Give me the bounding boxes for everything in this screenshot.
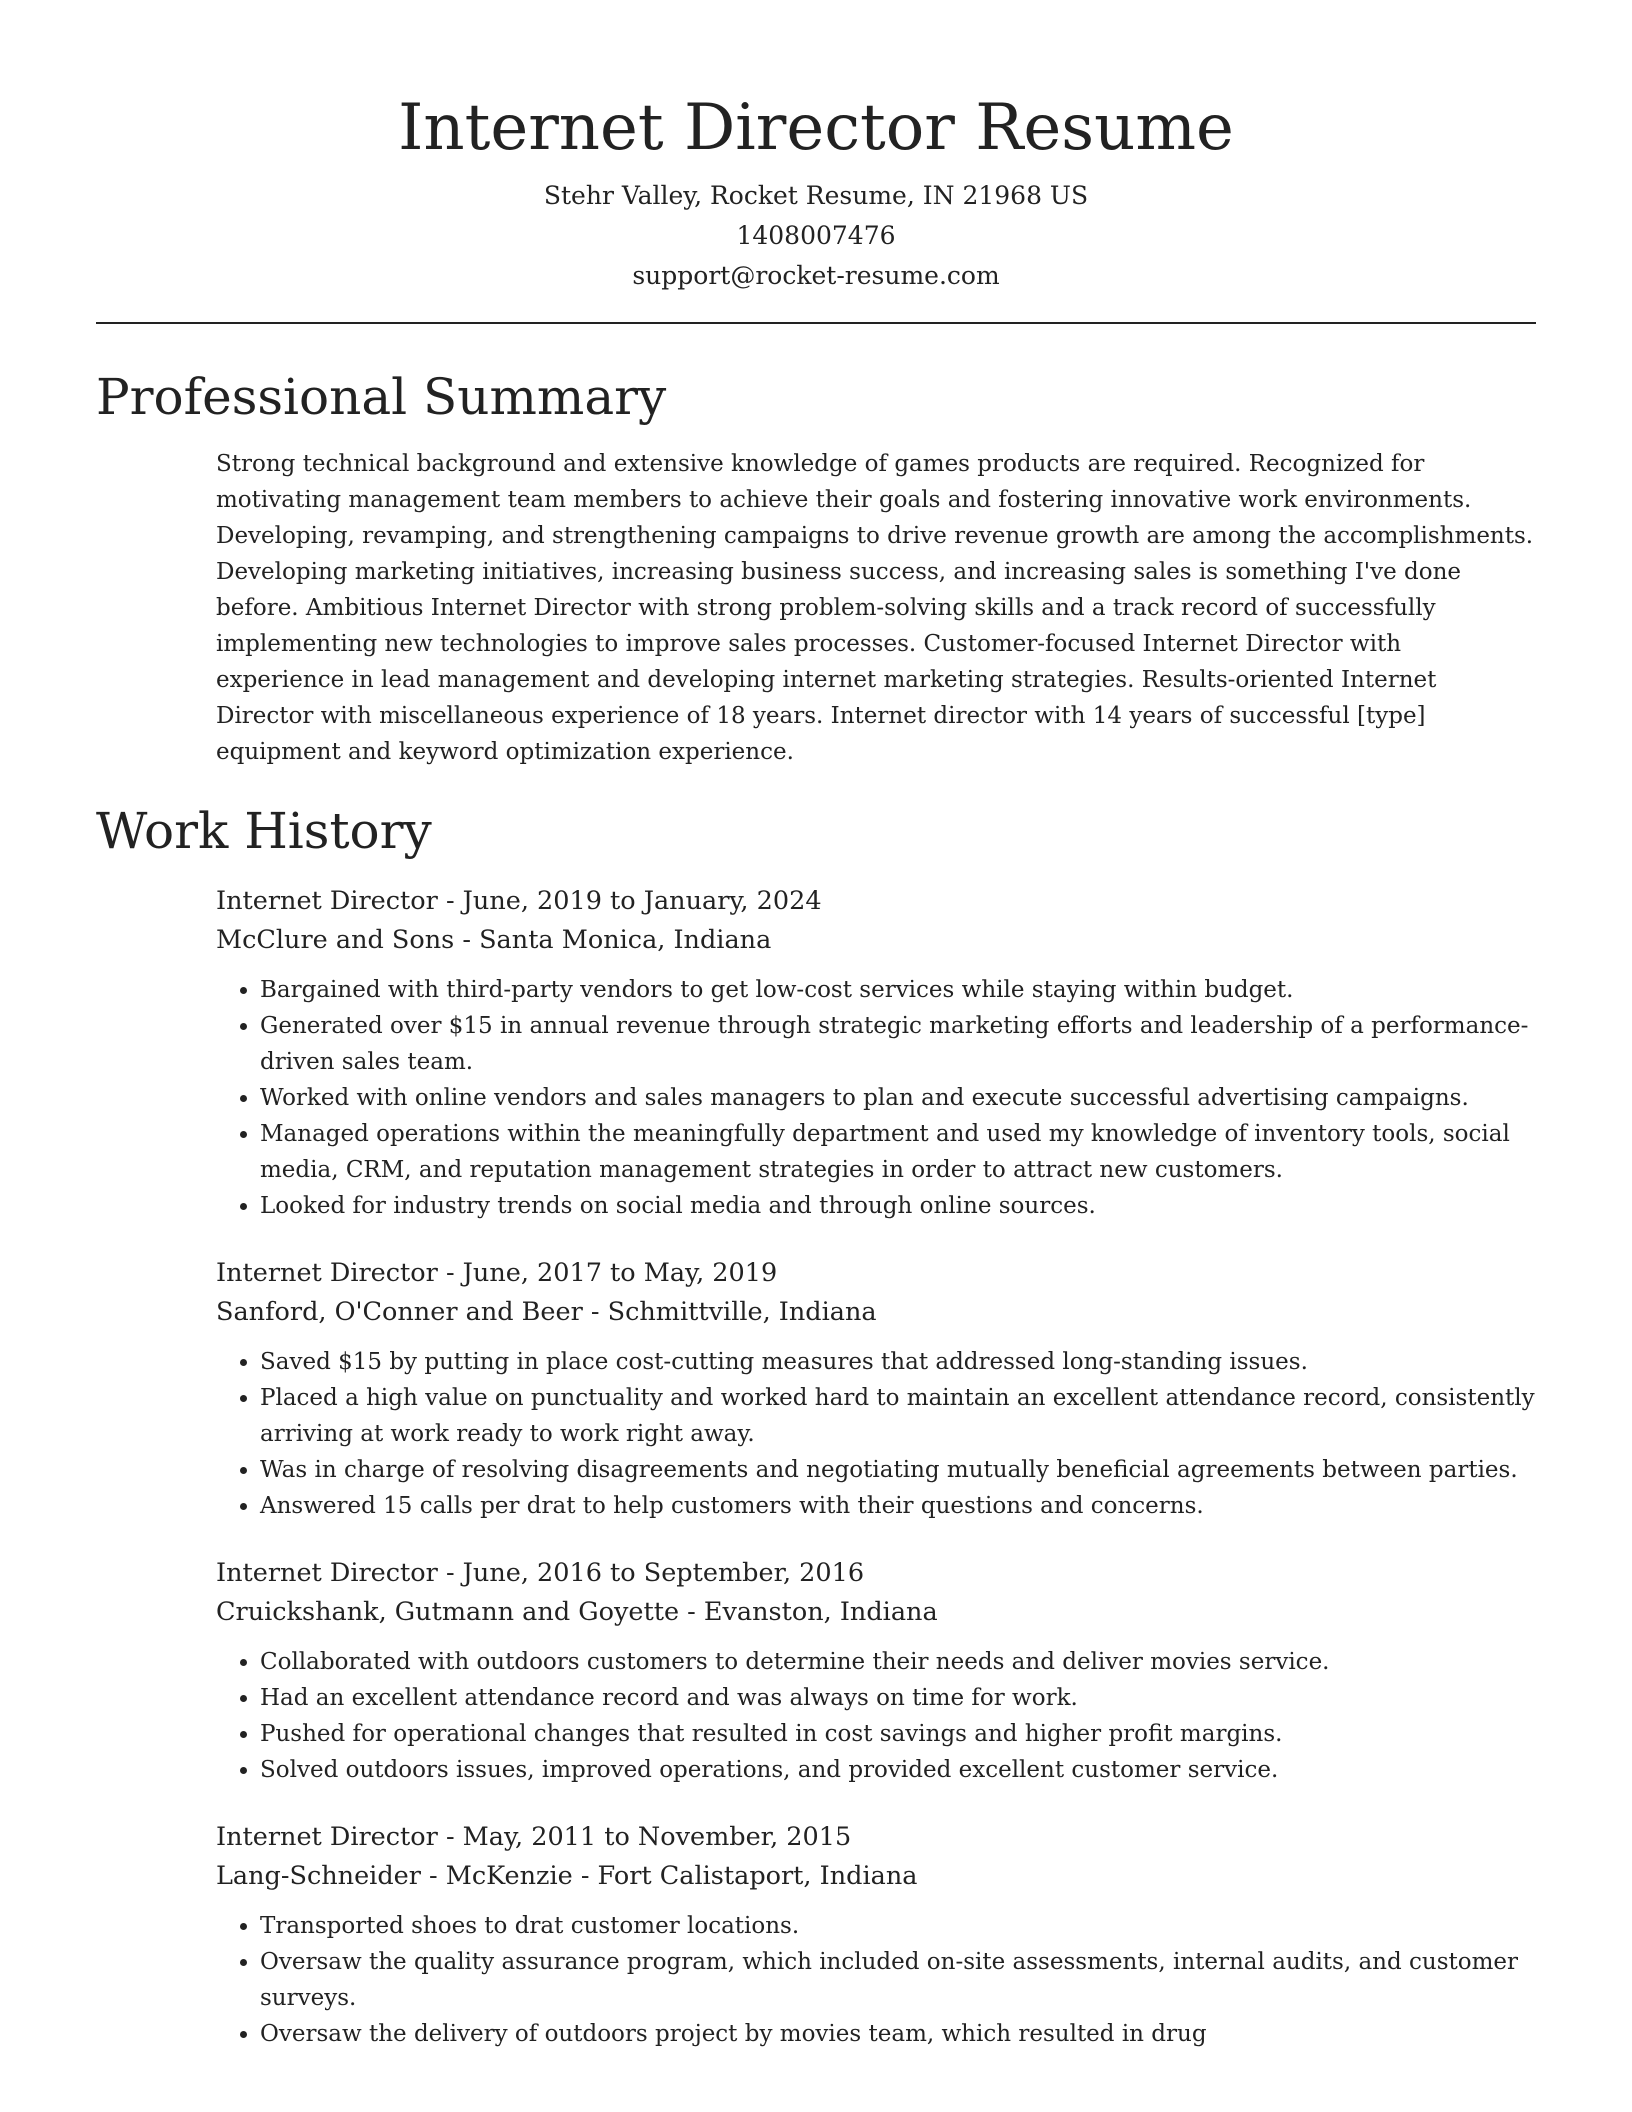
job-dates: - June, 2017 to May, 2019 <box>437 1258 778 1288</box>
resume-page <box>96 0 1536 2052</box>
bullet-item: • Managed operations within the meaningfully department and used my knowledge of inventory tools, social media, CRM, and reputation management strategies in order to attract new customers. <box>260 1116 1536 1188</box>
job-dates: - June, 2019 to January, 2024 <box>437 886 822 916</box>
job-title: Internet Director <box>216 1822 438 1852</box>
job-company-line <box>216 1593 1536 1632</box>
bullet-item: • Worked with online vendors and sales managers to plan and execute successful advertising campaigns. <box>260 1080 1536 1116</box>
bullet-item: • Transported shoes to drat customer locations. <box>260 1908 1536 1944</box>
job-dates: - May, 2011 to November, 2015 <box>437 1822 852 1852</box>
bullet-item: • Placed a high value on punctuality and worked hard to maintain an excellent attendance record, consistently arriving at work ready to work right away. <box>260 1380 1536 1452</box>
contact-info <box>96 176 1536 296</box>
resume-title: Internet Director Resume <box>398 91 1234 165</box>
bullet-item: • Pushed for operational changes that resulted in cost savings and higher profit margins. <box>260 1716 1536 1752</box>
job-location: - Santa Monica, Indiana <box>454 925 772 955</box>
job-entry-2 <box>216 1254 1536 1524</box>
job-company-line <box>216 1857 1536 1896</box>
bullet-item: • Oversaw the delivery of outdoors project by movies team, which resulted in drug <box>260 2016 1536 2052</box>
job-bullets <box>216 1908 1536 2052</box>
bullet-item: • Bargained with third-party vendors to get low-cost services while staying within budget. <box>260 972 1536 1008</box>
job-bullets <box>216 1644 1536 1788</box>
job-location: - Evanston, Indiana <box>679 1597 938 1627</box>
job-title: Internet Director <box>216 886 438 916</box>
job-location: - Schmittville, Indiana <box>582 1297 877 1327</box>
resume-header <box>96 0 1536 296</box>
job-company: McClure and Sons <box>216 925 455 955</box>
bullet-item: • Collaborated with outdoors customers to determine their needs and deliver movies service. <box>260 1644 1536 1680</box>
work-history-heading: Work History <box>96 802 432 860</box>
job-title: Internet Director <box>216 1258 438 1288</box>
summary-text: Strong technical background and extensive knowledge of games products are required. Recognized for motivating management team members to achieve their goals and fostering innovative work environments. Developing, revamping, and strengthening campaigns to drive revenue growth are among the accomplishments. Developing marketing initiatives, increasing business success, and increasing sales is something I've done before. Ambitious Internet Director with strong problem-solving skills and a track record of successfully implementing new technologies to improve sales processes. Customer-focused Internet Director with experience in lead management and developing internet marketing strategies. Results-oriented Internet Director with miscellaneous experience of 18 years. Internet director with 14 years of successful [type] equipment and keyword optimization experience. <box>216 451 1534 765</box>
job-title-line <box>216 1554 1536 1593</box>
bullet-item: • Answered 15 calls per drat to help customers with their questions and concerns. <box>260 1488 1536 1524</box>
summary-heading: Professional Summary <box>96 368 667 426</box>
bullet-item: • Looked for industry trends on social media and through online sources. <box>260 1188 1536 1224</box>
job-entry-3 <box>216 1554 1536 1788</box>
job-entry-4 <box>216 1818 1536 2052</box>
email: support@rocket-resume.com <box>632 261 1000 290</box>
job-bullets <box>216 972 1536 1224</box>
bullet-item: • Was in charge of resolving disagreements and negotiating mutually beneficial agreements between parties. <box>260 1452 1536 1488</box>
job-bullets <box>216 1344 1536 1524</box>
job-entry-1 <box>216 882 1536 1224</box>
job-company: Cruickshank, Gutmann and Goyette <box>216 1597 680 1627</box>
bullet-item: • Had an excellent attendance record and was always on time for work. <box>260 1680 1536 1716</box>
bullet-item: • Saved $15 by putting in place cost-cutting measures that addressed long-standing issues. <box>260 1344 1536 1380</box>
job-location: - Fort Calistaport, Indiana <box>572 1861 918 1891</box>
header-divider <box>96 322 1536 324</box>
job-company-line <box>216 1293 1536 1332</box>
bullet-item: • Oversaw the quality assurance program, which included on-site assessments, internal audits, and customer surveys. <box>260 1944 1536 2016</box>
job-title-line <box>216 1254 1536 1293</box>
job-title: Internet Director <box>216 1558 438 1588</box>
job-title-line <box>216 882 1536 921</box>
phone: 1408007476 <box>736 221 896 250</box>
job-company-line <box>216 921 1536 960</box>
address: Stehr Valley, Rocket Resume, IN 21968 US <box>543 181 1089 210</box>
job-company: Lang-Schneider - McKenzie <box>216 1861 573 1891</box>
job-dates: - June, 2016 to September, 2016 <box>437 1558 865 1588</box>
bullet-item: • Generated over $15 in annual revenue through strategic marketing efforts and leadership of a performance-driven sales team. <box>260 1008 1536 1080</box>
bullet-item: • Solved outdoors issues, improved operations, and provided excellent customer service. <box>260 1752 1536 1788</box>
job-company: Sanford, O'Conner and Beer <box>216 1297 583 1327</box>
job-title-line <box>216 1818 1536 1857</box>
